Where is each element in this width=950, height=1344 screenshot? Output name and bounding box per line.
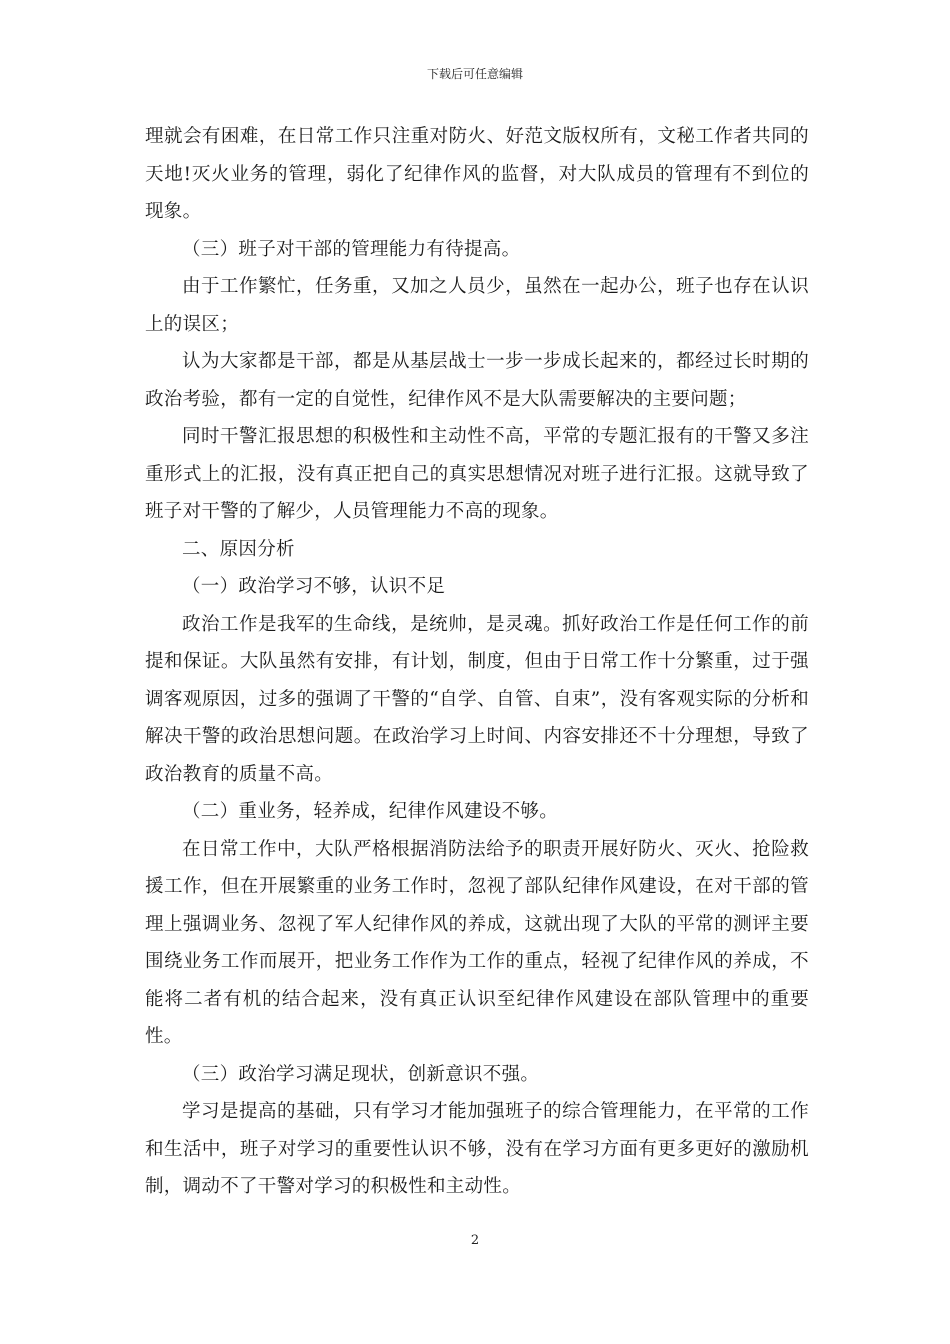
paragraph: 同时干警汇报思想的积极性和主动性不高，平常的专题汇报有的干警又多注重形式上的汇报，没有真正把自己的真实思想情况对班子进行汇报。这就导致了班子对干警的了解少，人员管理能力不高的现象。 [145, 426, 809, 522]
paragraph: 政治工作是我军的生命线，是统帅，是灵魂。抓好政治工作是任何工作的前提和保证。大队虽然有安排，有计划，制度，但由于日常工作十分繁重，过于强调客观原因，过多的强调了干警的“自学、自管、自束”，没有客观实际的分析和解决干警的政治思想问题。在政治学习上时间、内容安排还不十分理想，导致了政治教育的质量不高。 [145, 613, 809, 785]
paragraph: 由于工作繁忙，任务重，又加之人员少，虽然在一起办公，班子也存在认识上的误区； [145, 276, 809, 335]
section-heading-cause-analysis: 二、原因分析 [182, 538, 295, 560]
paragraph: 认为大家都是干部，都是从基层战士一步一步成长起来的，都经过长时期的政治考验，都有一定的自觉性，纪律作风不是大队需要解决的主要问题； [145, 351, 809, 410]
paragraph-continuation: 理就会有困难，在日常工作只注重对防火、好范文版权所有，文秘工作者共同的天地!灭火业务的管理，弱化了纪律作风的监督，对大队成员的管理有不到位的现象。 [145, 126, 809, 222]
subheading-3-cadre-management: （三）班子对干部的管理能力有待提高。 [182, 238, 521, 260]
paragraph: 学习是提高的基础，只有学习才能加强班子的综合管理能力，在平常的工作和生活中，班子对学习的重要性认识不够，没有在学习方面有更多更好的激励机制，调动不了干警对学习的积极性和主动性。 [145, 1101, 809, 1197]
paragraph: 在日常工作中，大队严格根据消防法给予的职责开展好防火、灭火、抢险救援工作，但在开展繁重的业务工作时，忽视了部队纪律作风建设，在对干部的管理上强调业务、忽视了军人纪律作风的养成，这就出现了大队的平常的测评主要围绕业务工作而展开，把业务工作作为工作的重点，轻视了纪律作风的养成，不能将二者有机的结合起来，没有真正认识至纪律作风建设在部队管理中的重要性。 [145, 838, 809, 1047]
subheading-3-innovation: （三）政治学习满足现状，创新意识不强。 [182, 1063, 540, 1085]
document-body [145, 118, 809, 1206]
page-header: 下载后可任意编辑 [426, 67, 523, 81]
subheading-1-political-study: （一）政治学习不够，认识不足 [182, 576, 446, 597]
subheading-2-business-over-discipline: （二）重业务，轻养成，纪律作风建设不够。 [182, 801, 559, 822]
page-number: 2 [470, 1233, 480, 1248]
